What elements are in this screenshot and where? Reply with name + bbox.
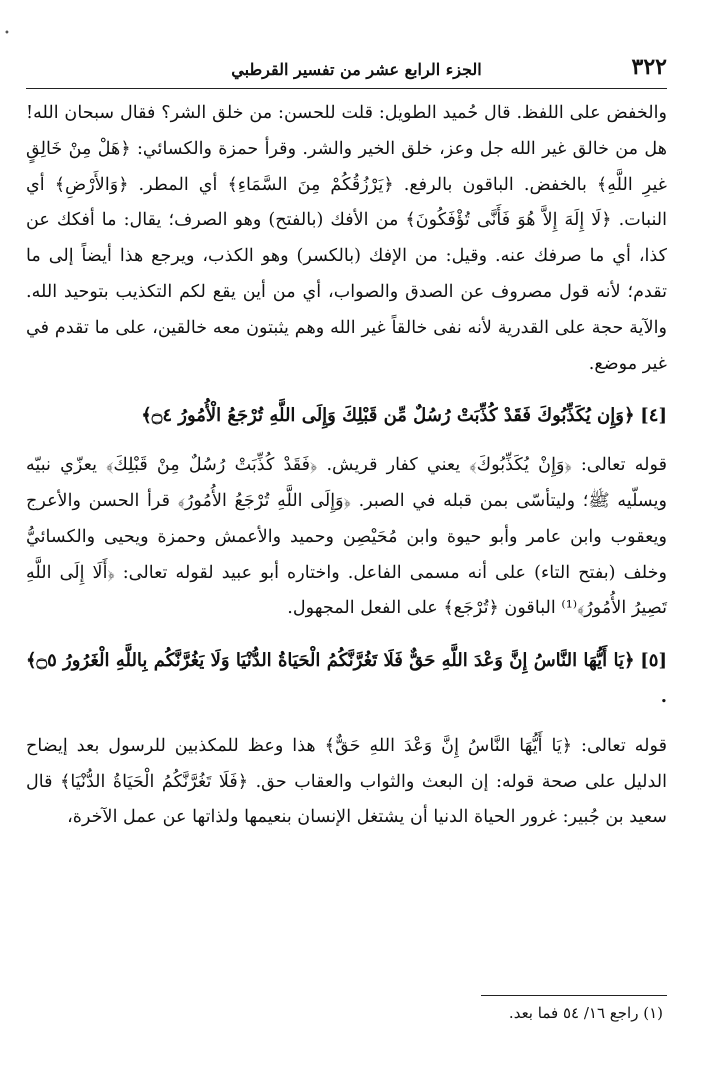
verse-5-text: ﴿يَا أَيُّهَا النَّاسُ إِنَّ وَعْدَ اللَّهِ حَقٌّ فَلَا تَغُرَّنَّكُمُ الْحَيَاةُ الدُّنْيَا وَلَا يَغُرَّنَّكُم بِاللَّهِ الْغَرُورُ ۝٥﴾ . [26, 650, 667, 707]
paragraph-1: والخفض على اللفظ. قال حُميد الطويل: قلت للحسن: من خلق الشر؟ فقال سبحان الله! هل من خالق غير الله جل وعز، خلق الخير والشر. وقرأ حمزة والكسائي: ﴿هَلْ مِنْ خَالِقٍ غيرِ اللَّهِ﴾ بالخفض. الباقون بالرفع. ﴿يَرْزُقُكُمْ مِنَ السَّمَاءِ﴾ أي المطر. ﴿وَالأَرْضِ﴾ أي النبات. ﴿لَا إِلَهَ إِلاَّ هُوَ فَأَنَّى تُؤْفَكُونَ﴾ من الأفك (بالفتح) وهو الصرف؛ يقال: ما أفكك عن كذا، أي ما صرفك عنه. وقيل: من الإفك (بالكسر) وهو الكذب، ويرجع هذا أيضاً إلى ما تقدم؛ لأنه قول مصروف عن الصدق والصواب، أي من أين يقع لكم التكذيب بتوحيد الله. والآية حجة على القدرية لأنه نفى خالقاً غير الله وهم يثبتون معه خالقين، على ما تقدم في غير موضع. [26, 103, 667, 374]
footnote: (١) راجع ١٦/ ٥٤ فما بعد. [508, 1004, 663, 1022]
verse-4 [26, 398, 667, 434]
running-title: الجزء الرابع عشر من تفسير القرطبي [231, 60, 482, 79]
verse-4-text: ﴿وَإِن يُكَذِّبُوكَ فَقَدْ كُذِّبَتْ رُسُلٌ مِّن قَبْلِكَ وَإِلَى اللَّهِ تُرْجَعُ الْأُمُورُ ۝٤﴾ [141, 405, 635, 427]
page-header [26, 50, 667, 89]
verse-4-number: [٤] [640, 405, 667, 427]
page-number: ٣٢٢ [631, 54, 667, 80]
paragraph-3: قوله تعالى: ﴿يَا أَيُّهَا النَّاسُ إِنَّ وَعْدَ اللهِ حَقٌّ﴾ هذا وعظ للمكذبين للرسول بعد إيضاح الدليل على صحة قوله: إن البعث والثواب والعقاب حق. ﴿فَلَا تَغُرَّنَّكُمُ الْحَيَاةُ الدُّنْيَا﴾ قال سعيد بن جُبير: غرور الحياة الدنيا أن يشتغل الإنسان بنعيمها ولذاتها عن عمل الآخرة، [26, 735, 667, 828]
page-body [26, 96, 667, 836]
footnote-divider [481, 995, 667, 996]
scan-edge-mark: • [4, 28, 10, 39]
verse-5 [26, 643, 667, 715]
verse-5-number: [٥] [640, 650, 667, 672]
paragraph-2: قوله تعالى: ﴿وَإِنْ يُكَذِّبُوكَ﴾ يعني كفار قريش. ﴿فَقَدْ كُذِّبَتْ رُسُلٌ مِنْ قَبْلِكَ﴾ يعزّي نبيّه ويسلّيه ﷺ؛ وليتأسّى بمن قبله في الصبر. ﴿وَإِلَى اللَّهِ تُرْجَعُ الأُمُورُ﴾ قرأ الحسن والأعرج ويعقوب وابن عامر وأبو حيوة وابن مُحَيْصِن وحميد والأعمش وحمزة ويحيى والكسائيُّ وخلف (بفتح التاء) على أنه مسمى الفاعل. واختاره أبو عبيد لقوله تعالى: ﴿أَلَا إِلَى اللَّهِ تَصِيرُ الأُمُورُ﴾⁽¹⁾ الباقون ﴿تُرْجَع﴾ على الفعل المجهول. [26, 455, 667, 619]
